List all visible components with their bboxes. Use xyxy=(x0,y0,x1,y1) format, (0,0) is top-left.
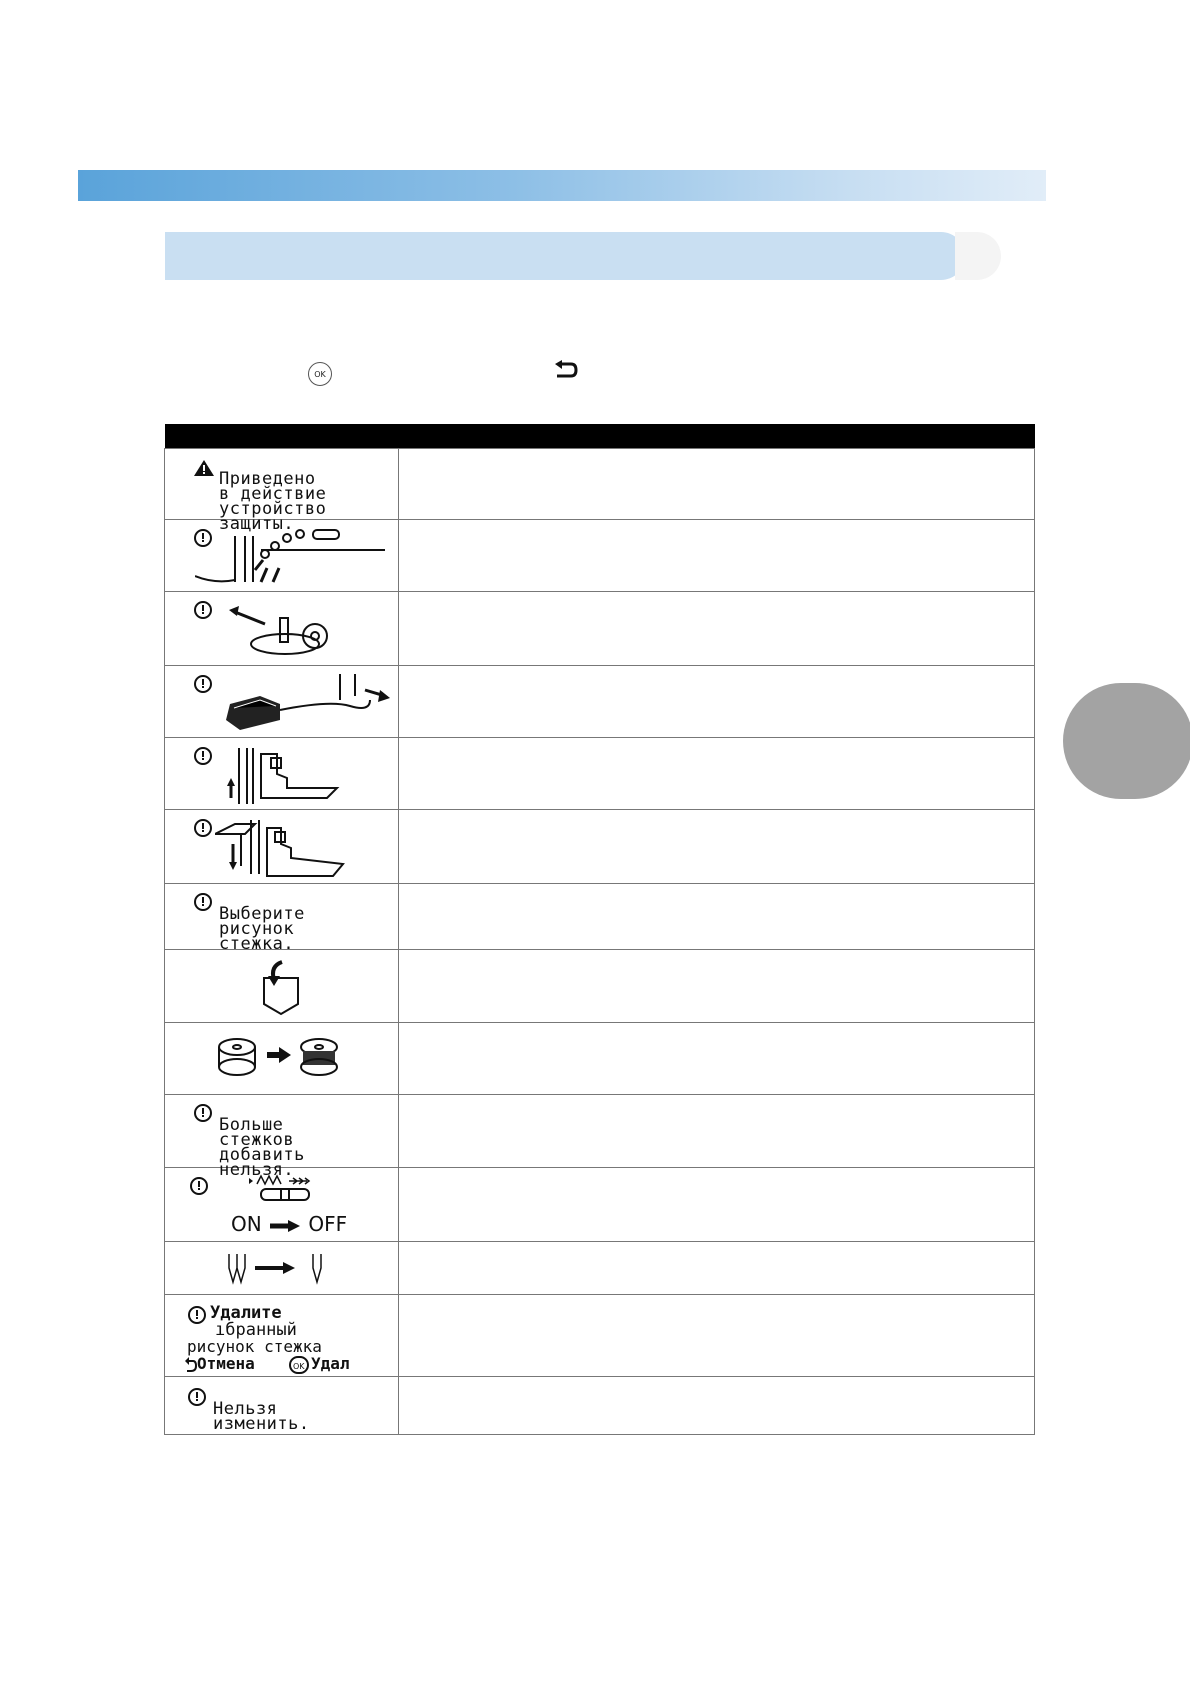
cause-cell xyxy=(399,810,1035,884)
presser-foot-up-icon xyxy=(227,744,347,808)
lcd-line: Выберите xyxy=(219,904,305,924)
table-row xyxy=(165,810,1035,884)
cause-cell xyxy=(399,1168,1035,1242)
lcd-line: рисунок xyxy=(219,919,295,939)
table-row xyxy=(165,449,1035,520)
foot-controller-icon xyxy=(220,670,395,734)
bobbin-empty-to-full-icon xyxy=(215,1031,355,1087)
cause-cell xyxy=(399,1095,1035,1168)
back-arrow-icon xyxy=(553,360,579,382)
alert-circle-icon xyxy=(193,1103,213,1123)
table-header-cause xyxy=(399,424,1035,449)
back-arrow-icon xyxy=(185,1357,197,1373)
lcd-line: защиты. xyxy=(219,514,295,534)
svg-text:OK: OK xyxy=(293,1362,305,1371)
subsection-band-tab xyxy=(955,232,1025,280)
alert-circle-icon xyxy=(193,818,213,838)
alert-circle-icon xyxy=(193,600,213,620)
table-row xyxy=(165,950,1035,1023)
alert-circle-icon xyxy=(189,1176,209,1196)
table-row xyxy=(165,666,1035,738)
table-row xyxy=(165,1377,1035,1435)
alert-circle-icon xyxy=(187,1305,207,1325)
arrow-right-icon xyxy=(268,1219,302,1233)
lcd-line: стежков xyxy=(219,1130,295,1150)
cause-cell xyxy=(399,1377,1035,1435)
cause-cell xyxy=(399,1242,1035,1295)
table-row xyxy=(165,884,1035,950)
cause-cell xyxy=(399,1023,1035,1095)
lcd-line: Удал xyxy=(311,1354,350,1373)
lcd-line: нельзя. xyxy=(219,1160,295,1180)
warning-triangle-icon xyxy=(193,459,215,477)
table-row xyxy=(165,1242,1035,1295)
ok-button-icon xyxy=(289,1356,309,1374)
table-row xyxy=(165,1168,1035,1242)
cause-cell xyxy=(399,1295,1035,1377)
lcd-line: изменить. xyxy=(213,1414,310,1434)
cause-cell xyxy=(399,666,1035,738)
twin-to-single-needle-icon xyxy=(225,1252,345,1286)
lcd-line: Нельзя xyxy=(213,1399,278,1419)
lcd-line: Отмена xyxy=(197,1354,255,1373)
lcd-line: стежка. xyxy=(219,934,295,954)
alert-circle-icon xyxy=(193,746,213,766)
lcd-line: рисунок стежка xyxy=(187,1337,322,1356)
table-row xyxy=(165,592,1035,666)
section-header-band xyxy=(78,170,1046,201)
error-message-table xyxy=(164,424,1035,1435)
table-row xyxy=(165,1095,1035,1168)
table-row xyxy=(165,520,1035,592)
pocket-icon xyxy=(260,958,302,1018)
cause-cell xyxy=(399,884,1035,950)
subsection-header-band xyxy=(165,232,965,280)
lcd-line: в действие xyxy=(219,484,327,504)
table-header-display xyxy=(165,424,399,449)
alert-circle-icon xyxy=(193,674,213,694)
cause-cell xyxy=(399,592,1035,666)
off-label: OFF xyxy=(308,1212,348,1236)
alert-circle-icon xyxy=(187,1387,207,1407)
cause-cell xyxy=(399,520,1035,592)
lcd-line: Приведено xyxy=(219,469,316,489)
bobbin-winder-icon xyxy=(225,600,345,660)
alert-circle-icon xyxy=(193,892,213,912)
lcd-line: ıбранный xyxy=(215,1320,297,1340)
presser-foot-lever-down-icon xyxy=(215,814,355,882)
table-row xyxy=(165,1023,1035,1095)
table-row xyxy=(165,1295,1035,1377)
lcd-line: добавить xyxy=(219,1145,305,1165)
ok-button-icon: OK xyxy=(308,362,332,386)
table-row xyxy=(165,738,1035,810)
on-label: ON xyxy=(231,1212,262,1236)
cause-cell xyxy=(399,950,1035,1023)
lcd-line: Больше xyxy=(219,1115,284,1135)
buttonhole-lever-icon xyxy=(195,524,395,590)
lcd-line: Удалите xyxy=(210,1303,282,1323)
chapter-side-tab xyxy=(1063,683,1190,799)
lcd-line: устройство xyxy=(219,499,327,519)
stitch-switch-icon xyxy=(249,1172,349,1202)
cause-cell xyxy=(399,738,1035,810)
cause-cell xyxy=(399,449,1035,520)
